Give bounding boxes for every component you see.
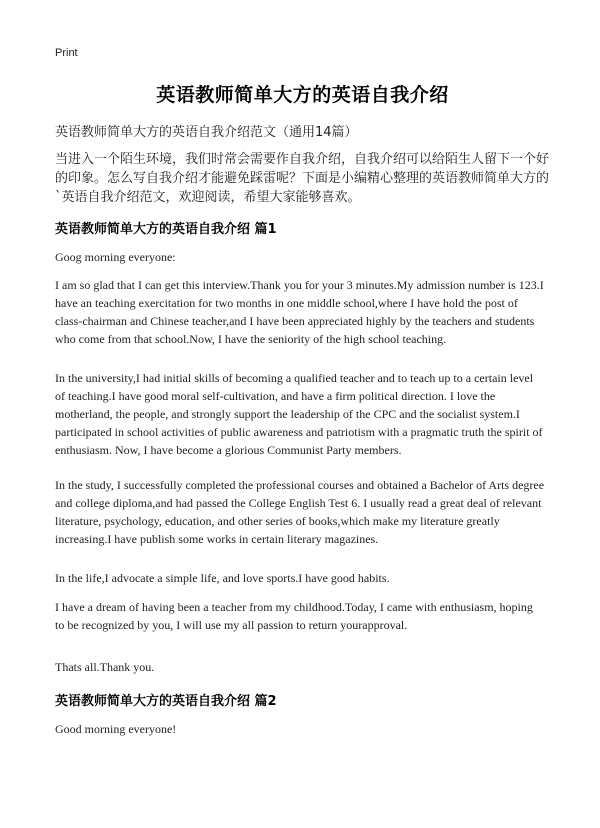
section2-paragraph-greeting: Good morning everyone! [55, 722, 177, 736]
section1-paragraph-life: In the life,I advocate a simple life, and love sports.I have good habits. [55, 571, 390, 585]
page-title: 英语教师简单大方的英语自我介绍 [156, 84, 449, 106]
section1-paragraph-intro: I am so glad that I can get this interview.Thank you for your 3 minutes.My admission number is 123.I have an teaching exercitation for two months in one middle school,where I have hold the post of class-chairman and Chinese teacher,and I have been appreciated highly by the teachers and students who come from that school.Now, I have the seniority of the high school teaching. [55, 278, 544, 346]
section1-paragraph-closing: Thats all.Thank you. [55, 660, 155, 674]
print-link[interactable]: Print [55, 47, 78, 59]
document-subtitle: 英语教师简单大方的英语自我介绍范文（通用14篇） [55, 125, 358, 140]
section1-paragraph-greeting: Goog morning everyone: [55, 250, 176, 264]
section1-paragraph-dream: I have a dream of having been a teacher from my childhood.Today, I came with enthusiasm, hoping to be recognized by you, I will use my all passion to return yourapproval. [55, 600, 533, 632]
section-heading-2: 英语教师简单大方的英语自我介绍 篇2 [55, 694, 277, 709]
intro-paragraph: 当进入一个陌生环境，我们时常会需要作自我介绍，自我介绍可以给陌生人留下一个好的印象。怎么写自我介绍才能避免踩雷呢？下面是小编精心整理的英语教师简单大方的`英语自我介绍范文，欢迎阅读，希望大家能够喜欢。 [55, 152, 550, 205]
section-heading-1: 英语教师简单大方的英语自我介绍 篇1 [55, 222, 277, 237]
section1-paragraph-study: In the study, I successfully completed the professional courses and obtained a Bachelor of Arts degree and college diploma,and had passed the College English Test 6. I usually read a great deal of relevant literature, psychology, education, and other series of books,which make my literature greatly increasing.I have publish some works in certain literary magazines. [55, 478, 545, 546]
section1-paragraph-university: In the university,I had initial skills of becoming a qualified teacher and to teach up to a certain level of teaching.I have good moral self-cultivation, and have a firm political direction. I love the motherland, the people, and strongly support the leadership of the CPC and the socialist system.I participated in school activities of public awareness and patriotism with a pragmatic truth the spirit of enthusiasm. Now, I have become a glorious Communist Party members. [55, 371, 543, 457]
